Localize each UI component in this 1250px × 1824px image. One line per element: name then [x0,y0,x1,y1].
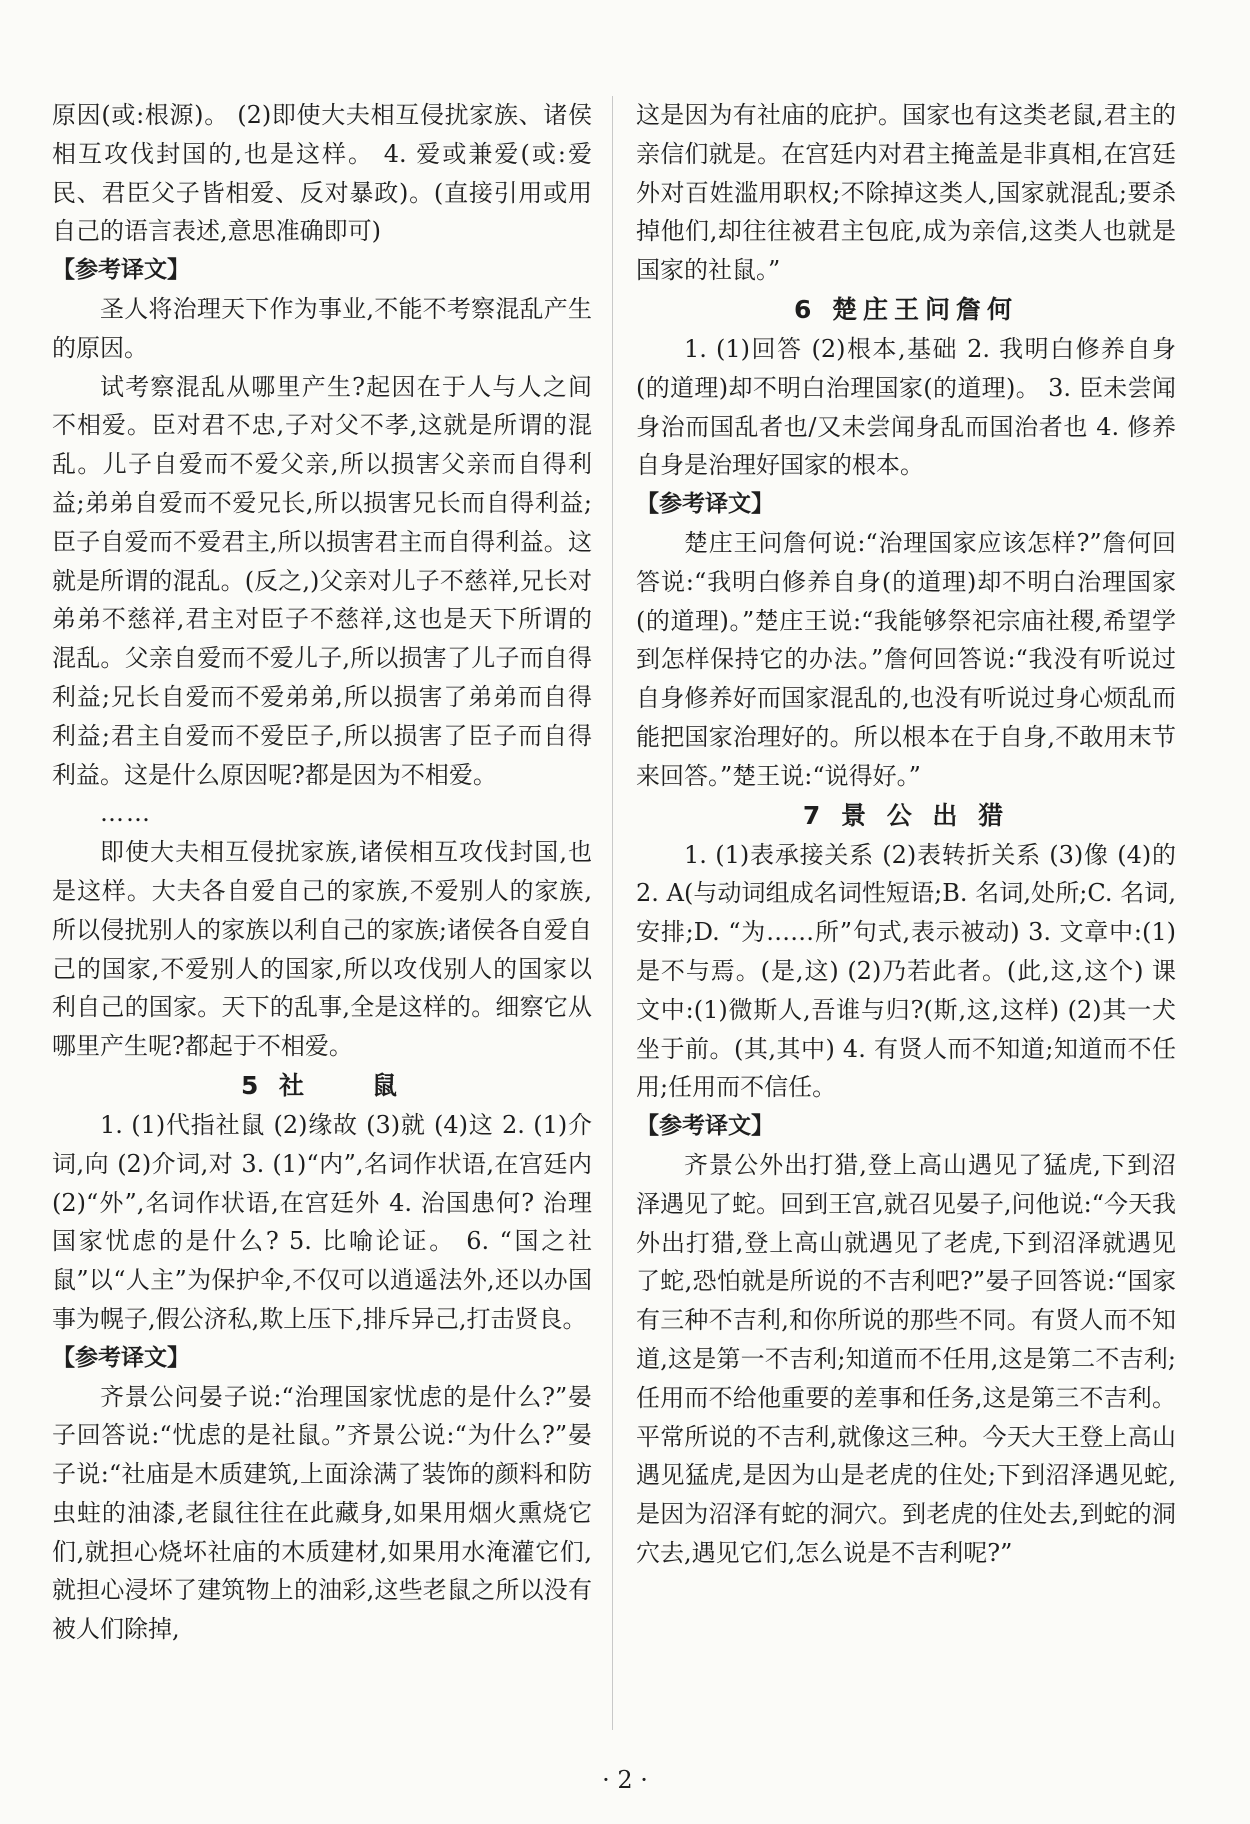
translation-paragraph: 齐景公外出打猎,登上高山遇见了猛虎,下到沼泽遇见了蛇。回到王宫,就召见晏子,问他说:“今天我外出打猎,登上高山就遇见了老虎,下到沼泽就遇见了蛇,恐怕就是所说的不吉利吧?”晏子回答说:“国家有三种不吉利,和你所说的那些不同。有贤人而不知道,这是第一不吉利;知道而不任用,这是第二不吉利;任用而不给他重要的差事和任务,这是第三不吉利。平常所说的不吉利,就像这三种。今天大王登上高山遇见猛虎,是因为山是老虎的住处;下到沼泽遇见蛇,是因为沼泽有蛇的洞穴。到老虎的住处去,到蛇的洞穴去,遇见它们,怎么说是不吉利呢?” [636,1150,1176,1567]
reference-translation-label: 【参考译文】 [636,1113,774,1140]
translation-paragraph: 楚庄王问詹何说:“治理国家应该怎样?”詹何回答说:“我明白修养自身(的道理)却不明白治理国家(的道理)。”楚庄王说:“我能够祭祀宗庙社稷,希望学到怎样保持它的办法。”詹何回答说:“我没有听说过自身修养好而国家混乱的,也没有听说过身心烦乱而能把国家治理好的。所以根本在于自身,不敢用末节来回答。”楚王说:“说得好。” [636,528,1176,790]
section-heading-6: 6 楚庄王问詹何 [793,294,1019,324]
translation-paragraph: 圣人将治理天下作为事业,不能不考察混乱产生的原因。 [52,294,592,362]
answers-section-5: 1. (1)代指社鼠 (2)缘故 (3)就 (4)这 2. (1)介词,向 (2)介词,对 3. (1)“内”,名词作状语,在宫廷内 (2)“外”,名词作状语,在宫廷外 4. 治国患何? 治理国家忧虑的是什么? 5. 比喻论证。 6. “国之社鼠”以“人主”为保护伞,不仅可以逍遥法外,还以办国事为幌子,假公济私,欺上压下,排斥异己,打击贤良。 [52,1110,592,1333]
reference-translation-label: 【参考译文】 [52,1344,190,1371]
right-column [636,96,1176,1573]
reference-translation-label: 【参考译文】 [636,491,774,518]
ellipsis: …… [100,799,152,828]
reference-translation-label: 【参考译文】 [52,257,190,284]
column-divider [612,96,613,1730]
page-number: · 2 · [602,1766,648,1794]
translation-continuation: 这是因为有社庙的庇护。国家也有这类老鼠,君主的亲信们就是。在宫廷内对君主掩盖是非真相,在宫廷外对百姓滥用职权;不除掉这类人,国家就混乱;要杀掉他们,却往往被君主包庇,成为亲信,这类人也就是国家的社鼠。” [636,101,1176,285]
translation-paragraph: 试考察混乱从哪里产生?起因在于人与人之间不相爱。臣对君不忠,子对父不孝,这就是所谓的混乱。儿子自爱而不爱父亲,所以损害父亲而自得利益;弟弟自爱而不爱兄长,所以损害兄长而自得利益;臣子自爱而不爱君主,所以损害君主而自得利益。这就是所谓的混乱。(反之,)父亲对儿子不慈祥,兄长对弟弟不慈祥,君主对臣子不慈祥,这也是天下所谓的混乱。父亲自爱而不爱儿子,所以损害了儿子而自得利益;兄长自爱而不爱弟弟,所以损害了弟弟而自得利益;君主自爱而不爱臣子,所以损害了臣子而自得利益。这是什么原因呢?都是因为不相爱。 [52,372,592,789]
translation-paragraph: 齐景公问晏子说:“治理国家忧虑的是什么?”晏子回答说:“忧虑的是社鼠。”齐景公说:“为什么?”晏子说:“社庙是木质建筑,上面涂满了装饰的颜料和防虫蛀的油漆,老鼠往往在此藏身,如果用烟火熏烧它们,就担心烧坏社庙的木质建材,如果用水淹灌它们,就担心浸坏了建筑物上的油彩,这些老鼠之所以没有被人们除掉, [52,1382,592,1644]
section-heading-5: 5 社 鼠 [240,1070,404,1100]
section-heading-7: 7 景 公 出 猎 [802,800,1010,830]
left-column [52,96,592,1649]
answers-section-6: 1. (1)回答 (2)根本,基础 2. 我明白修养自身(的道理)却不明白治理国家(的道理)。 3. 臣未尝闻身治而国乱者也/又未尝闻身乱而国治者也 4. 修养自身是治理好国家的根本。 [636,334,1176,480]
translation-paragraph: 即使大夫相互侵扰家族,诸侯相互攻伐封国,也是这样。大夫各自爱自己的家族,不爱别人的家族,所以侵扰别人的家族以利自己的家族;诸侯各自爱自己的国家,不爱别人的国家,所以攻伐别人的国家以利自己的国家。天下的乱事,全是这样的。细察它从哪里产生呢?都起于不相爱。 [52,838,592,1061]
answers-section-7: 1. (1)表承接关系 (2)表转折关系 (3)像 (4)的 2. A(与动词组成名词性短语;B. 名词,处所;C. 名词,安排;D. “为……所”句式,表示被动) 3. 文章中:(1)是不与焉。(是,这) (2)乃若此者。(此,这,这个) 课文中:(1)微斯人,吾谁与归?(斯,这,这样) (2)其一犬坐于前。(其,其中) 4. 有贤人而不知道;知道而不任用;任用而不信任。 [636,840,1176,1102]
answer-continuation: 原因(或:根源)。 (2)即使大夫相互侵扰家族、诸侯相互攻伐封国的,也是这样。 4. 爱或兼爱(或:爱民、君臣父子皆相爱、反对暴政)。(直接引用或用自己的语言表述,意思准确即可) [52,101,592,246]
